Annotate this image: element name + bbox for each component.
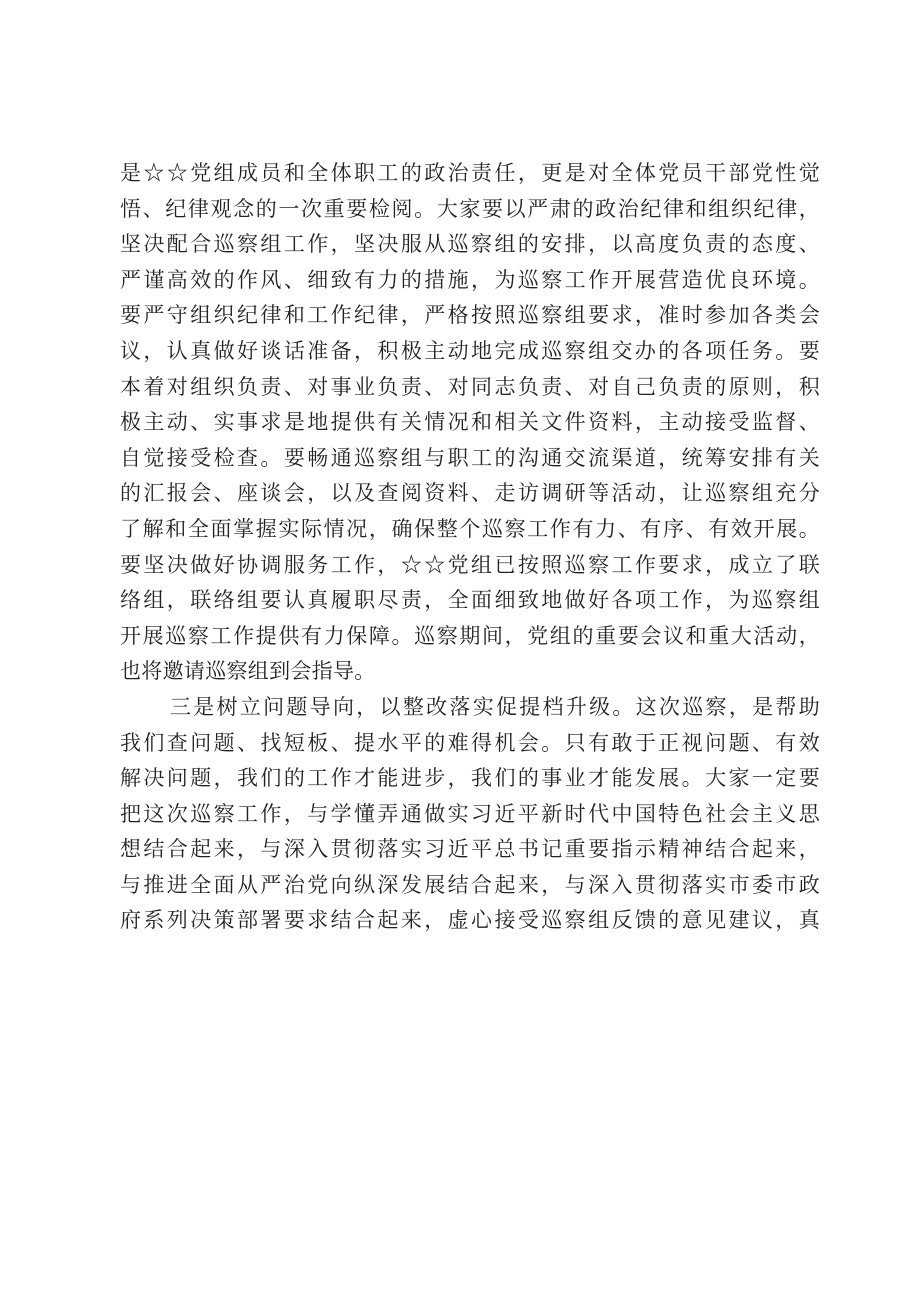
- paragraph-line: 三是树立问题导向，以整改落实促提档升级。这次巡察，是帮助: [170, 694, 820, 719]
- paragraph-line: 极主动、实事求是地提供有关情况和相关文件资料，主动接受监督、: [120, 410, 820, 435]
- paragraph-line: 本着对组织负责、对事业负责、对同志负责、对自己负责的原则，积: [120, 374, 820, 399]
- paragraph-line: 解决问题，我们的工作才能进步，我们的事业才能发展。大家一定要: [120, 766, 820, 791]
- paragraph-line: 要严守组织纪律和工作纪律，严格按照巡察组要求，准时参加各类会: [120, 303, 820, 328]
- paragraph-line: 的汇报会、座谈会，以及查阅资料、走访调研等活动，让巡察组充分: [120, 481, 820, 506]
- paragraph-line: 也将邀请巡察组到会指导。: [120, 659, 376, 684]
- paragraph-line: 严谨高效的作风、细致有力的措施，为巡察工作开展营造优良环境。: [120, 267, 820, 292]
- paragraph-line: 府系列决策部署要求结合起来，虚心接受巡察组反馈的意见建议，真: [120, 908, 820, 933]
- paragraph-line: 想结合起来，与深入贯彻落实习近平总书记重要指示精神结合起来，: [120, 837, 820, 862]
- paragraph-line: 我们查问题、找短板、提水平的难得机会。只有敢于正视问题、有效: [120, 730, 820, 755]
- paragraph-1: [120, 156, 820, 690]
- paragraph-line: 自觉接受检查。要畅通巡察组与职工的沟通交流渠道，统筹安排有关: [120, 445, 820, 470]
- paragraph-line: 议，认真做好谈话准备，积极主动地完成巡察组交办的各项任务。要: [120, 338, 820, 363]
- paragraph-line: 悟、纪律观念的一次重要检阅。大家要以严肃的政治纪律和组织纪律，: [120, 196, 820, 221]
- paragraph-line: 络组，联络组要认真履职尽责，全面细致地做好各项工作，为巡察组: [120, 588, 820, 613]
- paragraph-line: 把这次巡察工作，与学懂弄通做实习近平新时代中国特色社会主义思: [120, 801, 820, 826]
- paragraph-line: 开展巡察工作提供有力保障。巡察期间，党组的重要会议和重大活动，: [120, 623, 820, 648]
- paragraph-2: [120, 690, 820, 939]
- paragraph-line: 要坚决做好协调服务工作，☆☆党组已按照巡察工作要求，成立了联: [120, 552, 820, 577]
- paragraph-line: 与推进全面从严治党向纵深发展结合起来，与深入贯彻落实市委市政: [120, 872, 820, 897]
- document-body: [120, 156, 820, 939]
- paragraph-line: 了解和全面掌握实际情况，确保整个巡察工作有力、有序、有效开展。: [120, 516, 820, 541]
- paragraph-line: 是☆☆党组成员和全体职工的政治责任，更是对全体党员干部党性觉: [120, 161, 820, 185]
- paragraph-line: 坚决配合巡察组工作，坚决服从巡察组的安排，以高度负责的态度、: [120, 232, 820, 257]
